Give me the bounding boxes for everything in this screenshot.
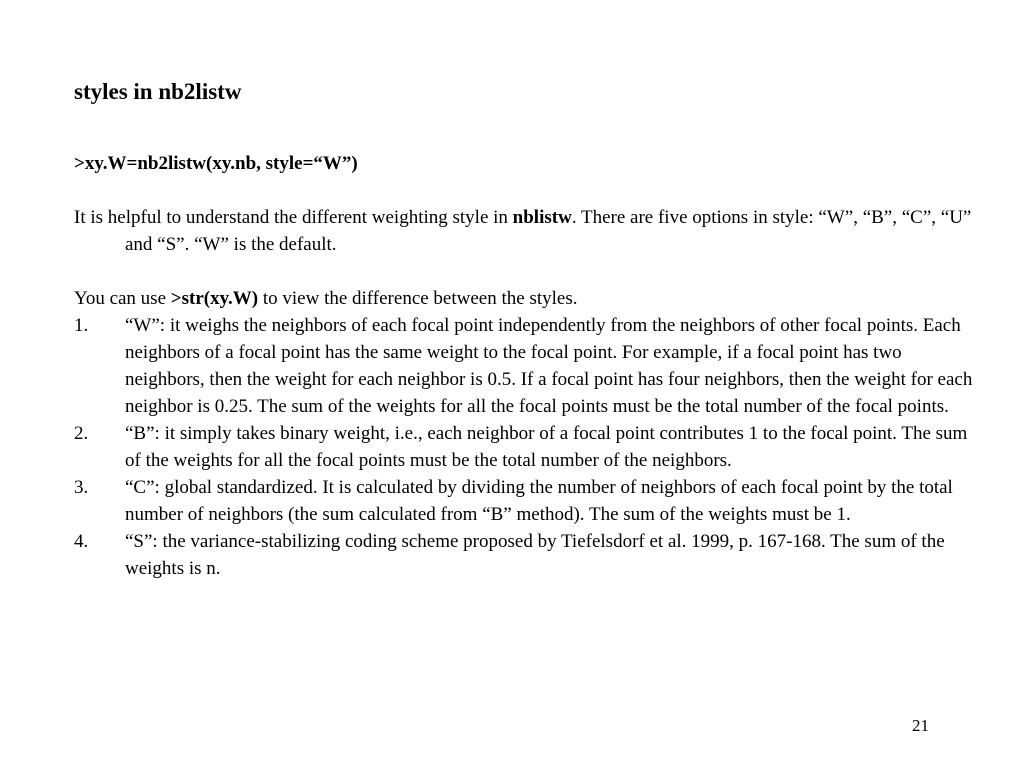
- list-item-text: “C”: global standardized. It is calculated by dividing the number of neighbors of each focal point by the total number of neighbors (the sum calculated from “B” method). The sum of the weights must be 1.: [125, 477, 953, 525]
- spacer: [74, 258, 974, 285]
- slide-title: styles in nb2listw: [74, 79, 242, 104]
- intro-paragraph: [74, 204, 974, 258]
- list-item-number: 4.: [74, 531, 89, 552]
- list-item: [74, 420, 974, 474]
- styles-list: [74, 312, 974, 582]
- list-item-text: “W”: it weighs the neighbors of each focal point independently from the neighbors of other focal points. Each neighbors of a focal point has the same weight to the focal point. For example, if a focal point has two neighbors, then the weight for each neighbor is 0.5. If a focal point has four neighbors, then the weight for each neighbor is 0.25. The sum of the weights for all the focal points must be the total number of the focal points.: [125, 315, 973, 417]
- page-number: 21: [912, 716, 929, 735]
- list-item: [74, 312, 974, 420]
- usage-text-after: to view the difference between the styles.: [258, 288, 578, 309]
- usage-paragraph: [74, 285, 974, 312]
- usage-text-before: You can use: [74, 288, 171, 309]
- list-item: [74, 474, 974, 528]
- usage-command: >str(xy.W): [170, 288, 259, 309]
- list-item-text: “S”: the variance-stabilizing coding scheme proposed by Tiefelsdorf et al. 1999, p. 167-168. The sum of the weights is n.: [125, 531, 945, 579]
- intro-keyword: nblistw: [512, 207, 572, 228]
- list-item-text: “B”: it simply takes binary weight, i.e., each neighbor of a focal point contributes 1 to the focal point. The sum of the weights for all the focal points must be the total number of the neighbors.: [125, 423, 968, 471]
- slide-body: [74, 204, 974, 582]
- list-item-number: 2.: [74, 423, 89, 444]
- intro-text-after: . There are five options in style: “W”, “B”, “C”, “U” and “S”. “W” is the default.: [125, 207, 972, 255]
- intro-text-before: It is helpful to understand the different weighting style in: [74, 207, 513, 228]
- code-command: >xy.W=nb2listw(xy.nb, style=“W”): [74, 153, 358, 174]
- list-item-number: 3.: [74, 477, 89, 498]
- list-item-number: 1.: [74, 315, 89, 336]
- list-item: [74, 528, 974, 582]
